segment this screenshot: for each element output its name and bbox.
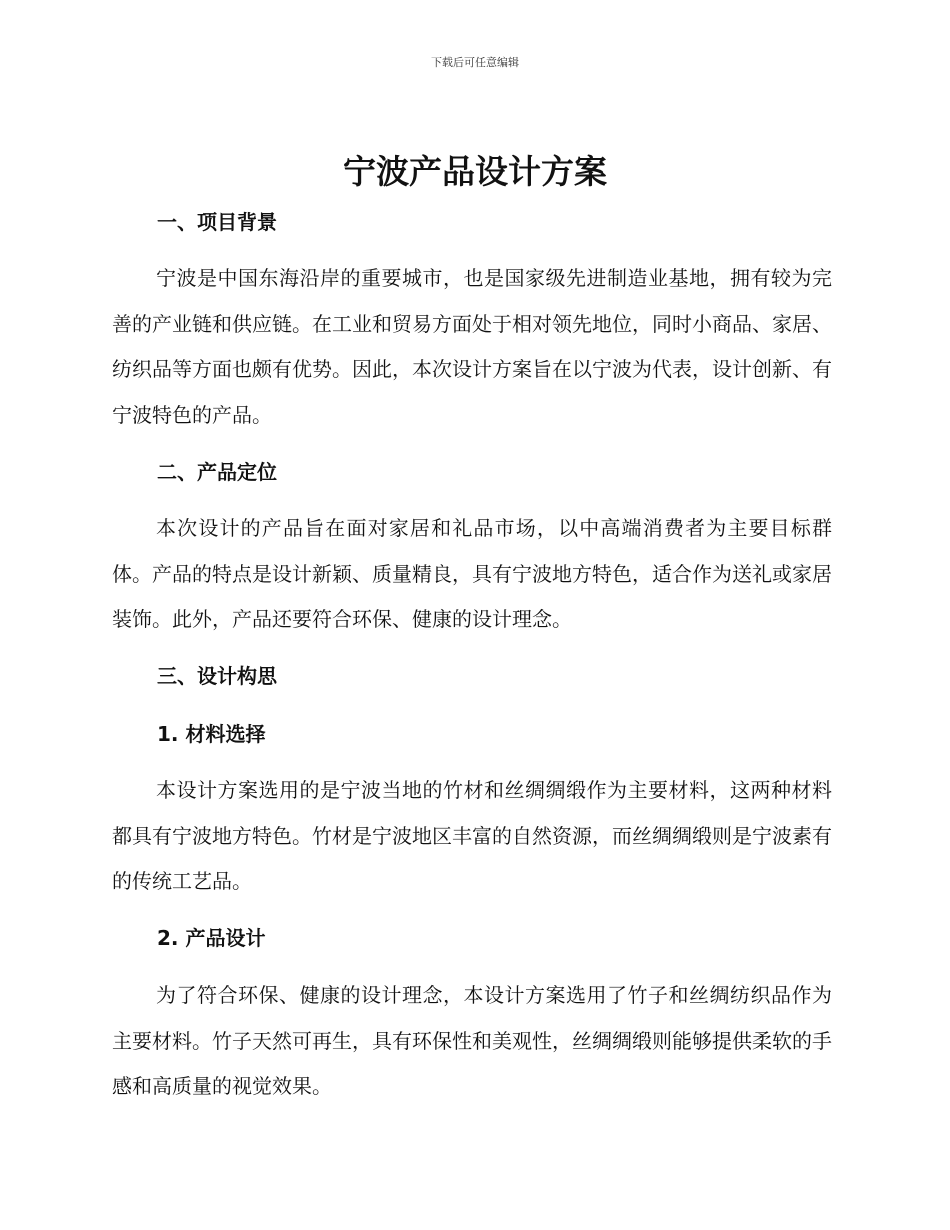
document-title: 宁波产品设计方案 [343, 152, 607, 191]
subsection-heading-materials: 1. 材料选择 [157, 722, 266, 746]
subsection-body-materials: 本设计方案选用的是宁波当地的竹材和丝绸绸缎作为主要材料，这两种材料都具有宁波地方特色。竹材是宁波地区丰富的自然资源，而丝绸绸缎则是宁波素有的传统工艺品。 [112, 778, 832, 893]
subsection-heading-product-design: 2. 产品设计 [157, 926, 266, 950]
section-body-background: 宁波是中国东海沿岸的重要城市，也是国家级先进制造业基地，拥有较为完善的产业链和供应链。在工业和贸易方面处于相对领先地位，同时小商品、家居、纺织品等方面也颇有优势。因此，本次设计方案旨在以宁波为代表，设计创新、有宁波特色的产品。 [112, 266, 832, 427]
section-heading-design-concept: 三、设计构思 [157, 664, 277, 688]
subsection-body-product-design: 为了符合环保、健康的设计理念，本设计方案选用了竹子和丝绸纺织品作为主要材料。竹子天然可再生，具有环保性和美观性，丝绸绸缎则能够提供柔软的手感和高质量的视觉效果。 [112, 983, 832, 1098]
section-body-positioning: 本次设计的产品旨在面对家居和礼品市场，以中高端消费者为主要目标群体。产品的特点是设计新颖、质量精良，具有宁波地方特色，适合作为送礼或家居装饰。此外，产品还要符合环保、健康的设计理念。 [112, 516, 832, 631]
header-note: 下载后可任意编辑 [431, 56, 519, 69]
section-heading-positioning: 二、产品定位 [157, 460, 277, 484]
section-heading-background: 一、项目背景 [157, 210, 277, 234]
